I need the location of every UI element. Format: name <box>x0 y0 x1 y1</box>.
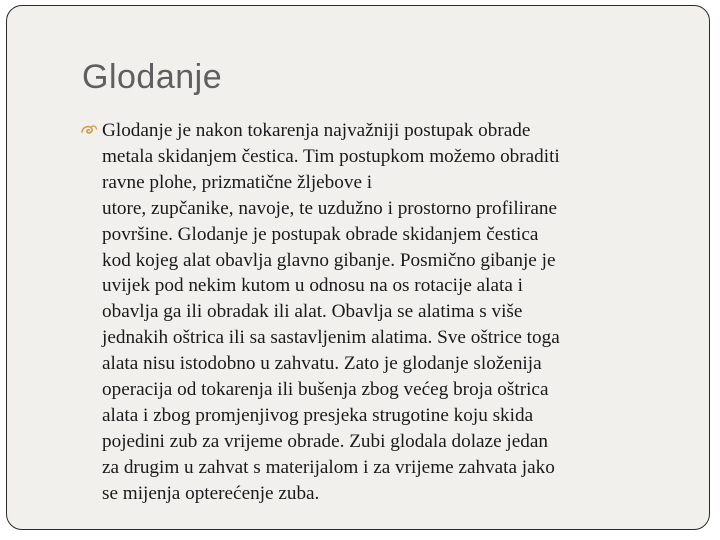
paragraph-line: utore, zupčanike, navoje, te uzdužno i prostorno profilirane <box>102 197 558 219</box>
paragraph-line: ravne plohe, prizmatične žljebove i <box>102 171 373 193</box>
paragraph-line: kod kojeg alat obavlja glavno gibanje. Posmično gibanje je <box>102 249 556 271</box>
swirl-bullet-icon <box>80 123 98 137</box>
bullet-item <box>80 118 680 507</box>
paragraph-line: obavlja ga ili obradak ili alat. Obavlja se alatima s više <box>102 301 523 323</box>
paragraph-line: alata i zbog promjenjivog presjeka strugotine koju skida <box>102 404 534 426</box>
bullet-paragraph <box>80 118 680 507</box>
paragraph-line: pojedini zub za vrijeme obrade. Zubi glodala dolaze jedan <box>102 430 548 452</box>
paragraph-line: jednakih oštrica ili sa sastavljenim alatima. Sve oštrice toga <box>102 327 560 349</box>
paragraph-line: uvijek pod nekim kutom u odnosu na os rotacije alata i <box>102 275 523 297</box>
paragraph-line: metala skidanjem čestica. Tim postupkom možemo obraditi <box>102 145 560 167</box>
paragraph-line: se mijenja opterećenje zuba. <box>102 482 320 504</box>
paragraph-line: operacija od tokarenja ili bušenja zbog većeg broja oštrica <box>102 379 549 401</box>
paragraph-line: Glodanje je nakon tokarenja najvažniji postupak obrade <box>102 120 531 141</box>
slide-title: Glodanje <box>82 58 223 96</box>
paragraph-line: površine. Glodanje je postupak obrade skidanjem čestica <box>102 223 539 245</box>
paragraph-line: alata nisu istodobno u zahvatu. Zato je glodanje složenija <box>102 353 542 375</box>
paragraph-line: za drugim u zahvat s materijalom i za vrijeme zahvata jako <box>102 456 555 478</box>
